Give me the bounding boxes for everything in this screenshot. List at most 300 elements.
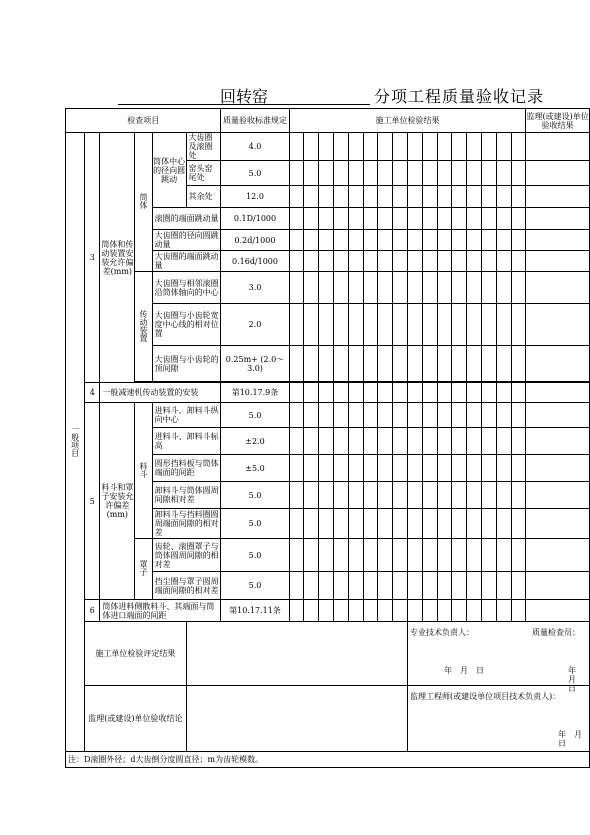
result-cell[interactable] [378, 346, 393, 382]
result-cell[interactable] [452, 383, 467, 403]
supervision-cell[interactable] [526, 572, 590, 600]
supervision-cell[interactable] [526, 133, 590, 161]
result-cell[interactable] [304, 272, 319, 304]
result-cell[interactable] [407, 482, 422, 509]
result-cell[interactable] [437, 208, 452, 230]
result-cell[interactable] [393, 133, 408, 161]
result-cell[interactable] [422, 272, 437, 304]
result-cell[interactable] [289, 403, 304, 428]
result-cell[interactable] [452, 186, 467, 208]
result-cell[interactable] [348, 304, 363, 346]
result-cell[interactable] [348, 230, 363, 251]
result-cell[interactable] [422, 208, 437, 230]
result-cell[interactable] [467, 509, 482, 539]
result-cell[interactable] [437, 482, 452, 509]
result-cell[interactable] [481, 304, 496, 346]
conclusion-cell[interactable] [186, 686, 407, 752]
result-cell[interactable] [467, 600, 482, 622]
result-cell[interactable] [393, 230, 408, 251]
result-cell[interactable] [304, 539, 319, 572]
result-cell[interactable] [304, 509, 319, 539]
result-cell[interactable] [422, 428, 437, 455]
result-cell[interactable] [348, 208, 363, 230]
result-cell[interactable] [304, 346, 319, 382]
result-cell[interactable] [304, 383, 319, 403]
result-cell[interactable] [481, 186, 496, 208]
result-cell[interactable] [319, 346, 334, 382]
result-cell[interactable] [452, 428, 467, 455]
result-cell[interactable] [333, 428, 348, 455]
result-cell[interactable] [452, 161, 467, 186]
result-cell[interactable] [422, 509, 437, 539]
result-cell[interactable] [289, 572, 304, 600]
result-cell[interactable] [422, 251, 437, 272]
result-cell[interactable] [407, 403, 422, 428]
result-cell[interactable] [393, 403, 408, 428]
result-cell[interactable] [467, 208, 482, 230]
result-cell[interactable] [452, 272, 467, 304]
result-cell[interactable] [304, 482, 319, 509]
supervision-cell[interactable] [526, 346, 590, 382]
result-cell[interactable] [378, 208, 393, 230]
result-cell[interactable] [496, 383, 511, 403]
result-cell[interactable] [496, 230, 511, 251]
result-cell[interactable] [289, 455, 304, 482]
result-cell[interactable] [511, 251, 526, 272]
result-cell[interactable] [348, 383, 363, 403]
result-cell[interactable] [467, 482, 482, 509]
result-cell[interactable] [452, 600, 467, 622]
result-cell[interactable] [511, 230, 526, 251]
supervision-cell[interactable] [526, 600, 590, 622]
result-cell[interactable] [363, 600, 378, 622]
result-cell[interactable] [378, 304, 393, 346]
result-cell[interactable] [496, 539, 511, 572]
result-cell[interactable] [333, 133, 348, 161]
result-cell[interactable] [348, 428, 363, 455]
result-cell[interactable] [437, 403, 452, 428]
result-cell[interactable] [481, 428, 496, 455]
result-cell[interactable] [363, 509, 378, 539]
result-cell[interactable] [289, 539, 304, 572]
supervision-cell[interactable] [526, 509, 590, 539]
result-cell[interactable] [393, 600, 408, 622]
result-cell[interactable] [452, 230, 467, 251]
result-cell[interactable] [496, 572, 511, 600]
result-cell[interactable] [289, 482, 304, 509]
result-cell[interactable] [407, 208, 422, 230]
result-cell[interactable] [496, 161, 511, 186]
result-cell[interactable] [437, 304, 452, 346]
supervision-cell[interactable] [526, 186, 590, 208]
result-cell[interactable] [289, 428, 304, 455]
result-cell[interactable] [304, 600, 319, 622]
result-cell[interactable] [348, 346, 363, 382]
evaluation-cell[interactable] [186, 622, 407, 686]
result-cell[interactable] [348, 186, 363, 208]
result-cell[interactable] [452, 572, 467, 600]
result-cell[interactable] [481, 346, 496, 382]
result-cell[interactable] [333, 455, 348, 482]
result-cell[interactable] [319, 251, 334, 272]
result-cell[interactable] [467, 346, 482, 382]
supervision-cell[interactable] [526, 304, 590, 346]
result-cell[interactable] [304, 304, 319, 346]
result-cell[interactable] [407, 600, 422, 622]
result-cell[interactable] [289, 304, 304, 346]
result-cell[interactable] [393, 482, 408, 509]
result-cell[interactable] [378, 572, 393, 600]
result-cell[interactable] [407, 272, 422, 304]
result-cell[interactable] [467, 161, 482, 186]
result-cell[interactable] [333, 482, 348, 509]
result-cell[interactable] [363, 161, 378, 186]
result-cell[interactable] [393, 208, 408, 230]
result-cell[interactable] [407, 304, 422, 346]
result-cell[interactable] [452, 304, 467, 346]
result-cell[interactable] [304, 186, 319, 208]
result-cell[interactable] [452, 208, 467, 230]
supervision-cell[interactable] [526, 272, 590, 304]
result-cell[interactable] [407, 572, 422, 600]
result-cell[interactable] [437, 539, 452, 572]
result-cell[interactable] [393, 346, 408, 382]
result-cell[interactable] [289, 509, 304, 539]
result-cell[interactable] [348, 600, 363, 622]
result-cell[interactable] [511, 403, 526, 428]
result-cell[interactable] [319, 600, 334, 622]
result-cell[interactable] [363, 572, 378, 600]
result-cell[interactable] [319, 230, 334, 251]
result-cell[interactable] [363, 133, 378, 161]
result-cell[interactable] [333, 346, 348, 382]
result-cell[interactable] [333, 230, 348, 251]
result-cell[interactable] [319, 133, 334, 161]
result-cell[interactable] [393, 304, 408, 346]
supervision-cell[interactable] [526, 230, 590, 251]
result-cell[interactable] [304, 133, 319, 161]
result-cell[interactable] [511, 304, 526, 346]
result-cell[interactable] [467, 230, 482, 251]
result-cell[interactable] [511, 482, 526, 509]
supervision-cell[interactable] [526, 455, 590, 482]
result-cell[interactable] [378, 133, 393, 161]
result-cell[interactable] [437, 161, 452, 186]
result-cell[interactable] [467, 304, 482, 346]
result-cell[interactable] [333, 251, 348, 272]
result-cell[interactable] [378, 383, 393, 403]
result-cell[interactable] [467, 383, 482, 403]
result-cell[interactable] [511, 133, 526, 161]
result-cell[interactable] [319, 428, 334, 455]
result-cell[interactable] [304, 572, 319, 600]
result-cell[interactable] [437, 230, 452, 251]
supervision-cell[interactable] [526, 428, 590, 455]
result-cell[interactable] [511, 428, 526, 455]
result-cell[interactable] [378, 600, 393, 622]
result-cell[interactable] [422, 482, 437, 509]
result-cell[interactable] [363, 539, 378, 572]
result-cell[interactable] [348, 133, 363, 161]
result-cell[interactable] [496, 304, 511, 346]
result-cell[interactable] [407, 251, 422, 272]
result-cell[interactable] [467, 251, 482, 272]
result-cell[interactable] [407, 161, 422, 186]
result-cell[interactable] [452, 251, 467, 272]
result-cell[interactable] [467, 572, 482, 600]
result-cell[interactable] [511, 186, 526, 208]
result-cell[interactable] [333, 383, 348, 403]
result-cell[interactable] [467, 539, 482, 572]
result-cell[interactable] [333, 600, 348, 622]
result-cell[interactable] [333, 403, 348, 428]
result-cell[interactable] [363, 346, 378, 382]
result-cell[interactable] [333, 272, 348, 304]
result-cell[interactable] [348, 272, 363, 304]
result-cell[interactable] [422, 383, 437, 403]
result-cell[interactable] [363, 455, 378, 482]
result-cell[interactable] [304, 428, 319, 455]
result-cell[interactable] [363, 208, 378, 230]
result-cell[interactable] [496, 509, 511, 539]
result-cell[interactable] [393, 572, 408, 600]
result-cell[interactable] [481, 272, 496, 304]
result-cell[interactable] [437, 600, 452, 622]
supervision-cell[interactable] [526, 208, 590, 230]
result-cell[interactable] [407, 509, 422, 539]
result-cell[interactable] [407, 539, 422, 572]
result-cell[interactable] [289, 251, 304, 272]
result-cell[interactable] [511, 600, 526, 622]
result-cell[interactable] [363, 383, 378, 403]
result-cell[interactable] [496, 428, 511, 455]
result-cell[interactable] [422, 600, 437, 622]
result-cell[interactable] [407, 455, 422, 482]
result-cell[interactable] [467, 133, 482, 161]
result-cell[interactable] [481, 251, 496, 272]
result-cell[interactable] [511, 161, 526, 186]
result-cell[interactable] [422, 230, 437, 251]
result-cell[interactable] [378, 403, 393, 428]
result-cell[interactable] [407, 428, 422, 455]
result-cell[interactable] [496, 186, 511, 208]
result-cell[interactable] [289, 133, 304, 161]
result-cell[interactable] [319, 186, 334, 208]
result-cell[interactable] [304, 230, 319, 251]
result-cell[interactable] [467, 186, 482, 208]
result-cell[interactable] [319, 539, 334, 572]
result-cell[interactable] [496, 272, 511, 304]
result-cell[interactable] [481, 208, 496, 230]
result-cell[interactable] [289, 161, 304, 186]
result-cell[interactable] [289, 383, 304, 403]
result-cell[interactable] [393, 455, 408, 482]
result-cell[interactable] [378, 251, 393, 272]
result-cell[interactable] [348, 251, 363, 272]
result-cell[interactable] [319, 482, 334, 509]
result-cell[interactable] [422, 455, 437, 482]
result-cell[interactable] [481, 482, 496, 509]
result-cell[interactable] [319, 403, 334, 428]
result-cell[interactable] [437, 133, 452, 161]
result-cell[interactable] [407, 133, 422, 161]
result-cell[interactable] [481, 572, 496, 600]
result-cell[interactable] [348, 509, 363, 539]
result-cell[interactable] [319, 272, 334, 304]
result-cell[interactable] [289, 346, 304, 382]
result-cell[interactable] [422, 346, 437, 382]
result-cell[interactable] [333, 161, 348, 186]
result-cell[interactable] [333, 539, 348, 572]
result-cell[interactable] [437, 272, 452, 304]
result-cell[interactable] [511, 455, 526, 482]
result-cell[interactable] [481, 600, 496, 622]
result-cell[interactable] [422, 133, 437, 161]
result-cell[interactable] [437, 346, 452, 382]
result-cell[interactable] [333, 186, 348, 208]
result-cell[interactable] [378, 272, 393, 304]
supervision-cell[interactable] [526, 403, 590, 428]
result-cell[interactable] [289, 272, 304, 304]
result-cell[interactable] [481, 161, 496, 186]
result-cell[interactable] [393, 161, 408, 186]
result-cell[interactable] [333, 509, 348, 539]
result-cell[interactable] [511, 509, 526, 539]
result-cell[interactable] [319, 208, 334, 230]
result-cell[interactable] [319, 304, 334, 346]
result-cell[interactable] [496, 403, 511, 428]
result-cell[interactable] [393, 509, 408, 539]
result-cell[interactable] [378, 161, 393, 186]
result-cell[interactable] [496, 133, 511, 161]
result-cell[interactable] [378, 230, 393, 251]
result-cell[interactable] [304, 403, 319, 428]
result-cell[interactable] [496, 600, 511, 622]
result-cell[interactable] [452, 403, 467, 428]
supervision-cell[interactable] [526, 482, 590, 509]
result-cell[interactable] [422, 186, 437, 208]
result-cell[interactable] [422, 403, 437, 428]
result-cell[interactable] [319, 572, 334, 600]
result-cell[interactable] [289, 230, 304, 251]
result-cell[interactable] [422, 572, 437, 600]
result-cell[interactable] [363, 272, 378, 304]
result-cell[interactable] [511, 572, 526, 600]
result-cell[interactable] [481, 509, 496, 539]
result-cell[interactable] [393, 251, 408, 272]
result-cell[interactable] [363, 403, 378, 428]
result-cell[interactable] [363, 230, 378, 251]
result-cell[interactable] [437, 383, 452, 403]
result-cell[interactable] [467, 428, 482, 455]
result-cell[interactable] [333, 572, 348, 600]
result-cell[interactable] [378, 539, 393, 572]
result-cell[interactable] [363, 186, 378, 208]
result-cell[interactable] [348, 403, 363, 428]
result-cell[interactable] [407, 230, 422, 251]
result-cell[interactable] [452, 133, 467, 161]
result-cell[interactable] [511, 539, 526, 572]
result-cell[interactable] [452, 455, 467, 482]
result-cell[interactable] [393, 272, 408, 304]
result-cell[interactable] [378, 428, 393, 455]
result-cell[interactable] [378, 509, 393, 539]
result-cell[interactable] [496, 346, 511, 382]
result-cell[interactable] [511, 383, 526, 403]
result-cell[interactable] [437, 186, 452, 208]
result-cell[interactable] [481, 230, 496, 251]
result-cell[interactable] [437, 455, 452, 482]
result-cell[interactable] [289, 186, 304, 208]
result-cell[interactable] [363, 428, 378, 455]
result-cell[interactable] [452, 539, 467, 572]
result-cell[interactable] [511, 346, 526, 382]
result-cell[interactable] [348, 161, 363, 186]
supervision-cell[interactable] [526, 539, 590, 572]
result-cell[interactable] [452, 346, 467, 382]
result-cell[interactable] [467, 272, 482, 304]
supervision-cell[interactable] [526, 251, 590, 272]
result-cell[interactable] [422, 161, 437, 186]
result-cell[interactable] [319, 161, 334, 186]
result-cell[interactable] [319, 509, 334, 539]
result-cell[interactable] [289, 600, 304, 622]
result-cell[interactable] [437, 509, 452, 539]
result-cell[interactable] [422, 304, 437, 346]
result-cell[interactable] [348, 572, 363, 600]
result-cell[interactable] [378, 186, 393, 208]
result-cell[interactable] [496, 208, 511, 230]
result-cell[interactable] [393, 186, 408, 208]
result-cell[interactable] [481, 455, 496, 482]
result-cell[interactable] [289, 208, 304, 230]
result-cell[interactable] [363, 482, 378, 509]
result-cell[interactable] [393, 383, 408, 403]
result-cell[interactable] [437, 251, 452, 272]
result-cell[interactable] [467, 403, 482, 428]
result-cell[interactable] [319, 383, 334, 403]
result-cell[interactable] [378, 455, 393, 482]
result-cell[interactable] [407, 186, 422, 208]
result-cell[interactable] [496, 482, 511, 509]
result-cell[interactable] [452, 482, 467, 509]
result-cell[interactable] [452, 509, 467, 539]
supervision-cell[interactable] [526, 161, 590, 186]
result-cell[interactable] [304, 208, 319, 230]
result-cell[interactable] [333, 304, 348, 346]
supervision-cell[interactable] [526, 383, 590, 403]
result-cell[interactable] [407, 346, 422, 382]
result-cell[interactable] [481, 383, 496, 403]
result-cell[interactable] [333, 208, 348, 230]
result-cell[interactable] [348, 482, 363, 509]
result-cell[interactable] [481, 403, 496, 428]
result-cell[interactable] [481, 539, 496, 572]
result-cell[interactable] [467, 455, 482, 482]
result-cell[interactable] [319, 455, 334, 482]
result-cell[interactable] [304, 455, 319, 482]
result-cell[interactable] [481, 133, 496, 161]
result-cell[interactable] [511, 208, 526, 230]
result-cell[interactable] [511, 272, 526, 304]
result-cell[interactable] [304, 161, 319, 186]
result-cell[interactable] [407, 383, 422, 403]
result-cell[interactable] [378, 482, 393, 509]
result-cell[interactable] [348, 539, 363, 572]
result-cell[interactable] [363, 304, 378, 346]
result-cell[interactable] [437, 572, 452, 600]
result-cell[interactable] [348, 455, 363, 482]
